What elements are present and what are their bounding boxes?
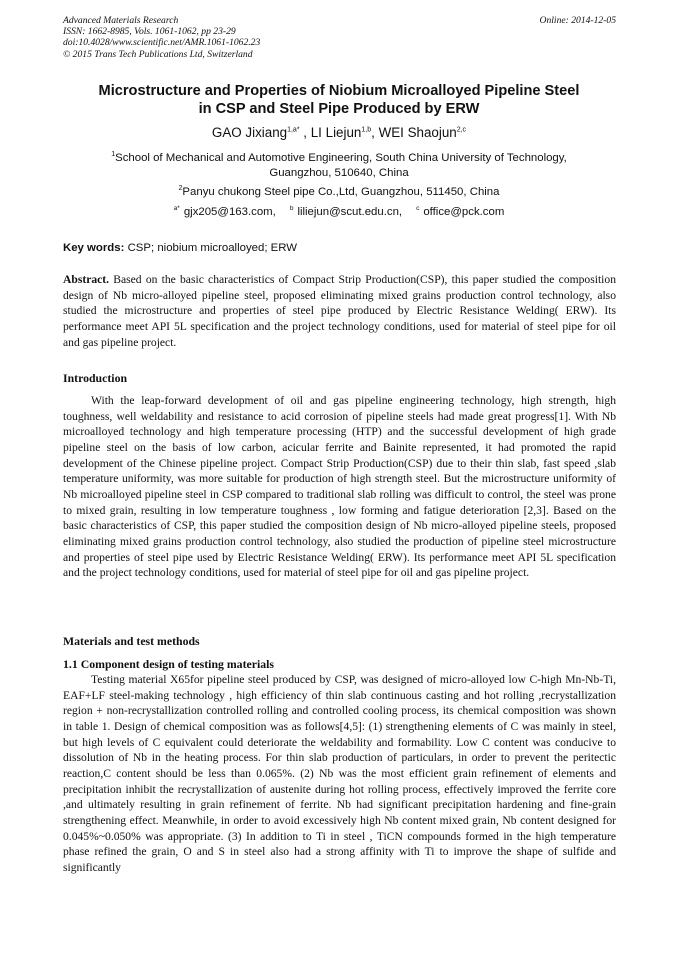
journal-header [63,15,616,60]
keywords [63,241,616,255]
abstract-text: Based on the basic characteristics of Compact Strip Production(CSP), this paper studied the composition design of Nb micro-alloyed pipeline steel, proposed eliminating mixed grains production control technology, also studied the microstructure and properties of steel pipe produced by Electric Resistance Welding( ERW). Its performance meet API 5L specification and the project technology conditions, used for material of steel pipe for oil and gas pipeline project. [63,273,616,349]
affiliation-mark: 1 [111,151,116,159]
materials-subheading: 1.1 Component design of testing materials [63,657,275,671]
affiliation-text-2: Guangzhou, 510640, China [269,166,409,179]
author-mark: 1,b [361,126,372,134]
email-address[interactable]: gjx205@163.com, [183,206,276,218]
author-list: GAO Jixiang$^{1,a*}$ , LI Liejun$^{1,b}$, WEI Shaojun$^{2,c}$ [211,125,467,140]
email-mark: b [289,205,294,213]
abstract-label: Abstract. [63,273,110,286]
introduction-heading: Introduction [63,371,128,385]
paper-title [60,82,618,118]
email-address[interactable]: office@pck.com [423,206,505,218]
email-mark: c [416,205,420,213]
materials-text: Testing material X65for pipeline steel produced by CSP, was designed of micro-alloyed low C-high Mn-Nb-Ti, EAF+LF steel-making technology , high efficiency of thin slab continuous casting and hot rolling ,recrystallization region + non-recrystallization controlled rolling and controlled cooling process, its chemical composition was shown in table 1. Design of chemical composition was as follows[4,5]: (1) strengthening elements of C was mainly in steel, but high levels of C equivalent could deteriorate the weldability and formability. Low C content was conducive to dissolution of Nb in the heating process. For thin slab production of particulars, in order to prevent the peritectic reaction,C content should be less than 0.065%. (2) Nb was the most efficient grain refinement of elements and precipitation inhibit the recrystallization of austenite during hot rolling process, effectively improved the ferrite core ,and ultimately resulting in grain refinement of ferrite. Nb had significant precipitation hardening and fine-grain strengthening effect. Meanwhile, in order to avoid excessively high Nb content mixed grain, Nb content designed for 0.045%~0.050% was appropriate. (3) In addition to Ti in steel , TiCN compounds formed in the high temperature phase refined the grain, O and S in steel also had a strong affinity with Ti to improve the shape of sulfide and significantly [63,673,616,874]
author-mark: 1,a* [287,126,300,134]
keywords-text: CSP; niobium microalloyed; ERW [127,242,298,254]
affiliation-2 [60,185,618,200]
materials-heading: Materials and test methods [63,634,200,648]
title-line-1: Microstructure and Properties of Niobium Microalloyed Pipeline Steel [98,83,580,99]
author-name: GAO Jixiang [211,125,288,140]
online-date: Online: 2014-12-05 [539,15,616,26]
author-mark: 2,c [456,126,467,134]
copyright-line: © 2015 Trans Tech Publications Ltd, Switzerland [63,48,253,60]
introduction-text: With the leap-forward development of oil and gas pipeline engineering technology, high strength, high toughness, well weldability and resistance to acid corrosion of pipeline steels had made great progress[1]. With Nb microalloyed technology and high temperature processing (HTP) and the successful development of high grade pipeline steel on the basis of low carbon, acicular ferrite and Bainite represented, it had promoted the rapid development of the Chinese pipeline project. Compact Strip Production(CSP) due to their thin slab, fast speed ,slab temperature uniformity, was more suitable for production of high strength steel. But the microstructure uniformity of Nb microalloyed pipeline steel in CSP compared to traditional slab rolling was difficult to control, the steel was prone to mixed grain, resulting in low temperature toughness , low forming and fatigue deterioration [2,3]. Based on the basic characteristics of CSP, this paper studied the composition design of Nb micro-alloyed pipeline steels, proposed eliminating mixed grains production control technology, also studied the production of pipeline steel microstructure and properties of steel pipe used by Electric Resistance Welding( ERW). Its performance meet API 5L specification and the project technology conditions, used for material of steel pipe for oil and gas pipeline project. [63,394,616,580]
affiliation-mark: 2 [178,185,183,193]
affiliation-1 [60,151,618,180]
author-name: WEI Shaojun [378,125,457,140]
email-mark: a* [173,205,180,213]
affiliation-text: School of Mechanical and Automotive Engineering, South China University of Technology, [115,152,567,164]
affiliation-text: Panyu chukong Steel pipe Co.,Ltd, Guangzhou, 511450, China [182,186,500,198]
email-list [60,205,618,219]
author-name: LI Liejun [310,125,362,140]
journal-name: Advanced Materials Research [63,15,179,26]
doi-line: doi:10.4028/www.scientific.net/AMR.1061-1062.23 [63,37,261,49]
email-address[interactable]: liliejun@scut.edu.cn, [297,206,403,218]
issn-line: ISSN: 1662-8985, Vols. 1061-1062, pp 23-29 [63,26,236,38]
keywords-label: Key words: [63,242,125,254]
abstract [63,272,616,350]
title-line-2: in CSP and Steel Pipe Produced by ERW [198,101,480,117]
